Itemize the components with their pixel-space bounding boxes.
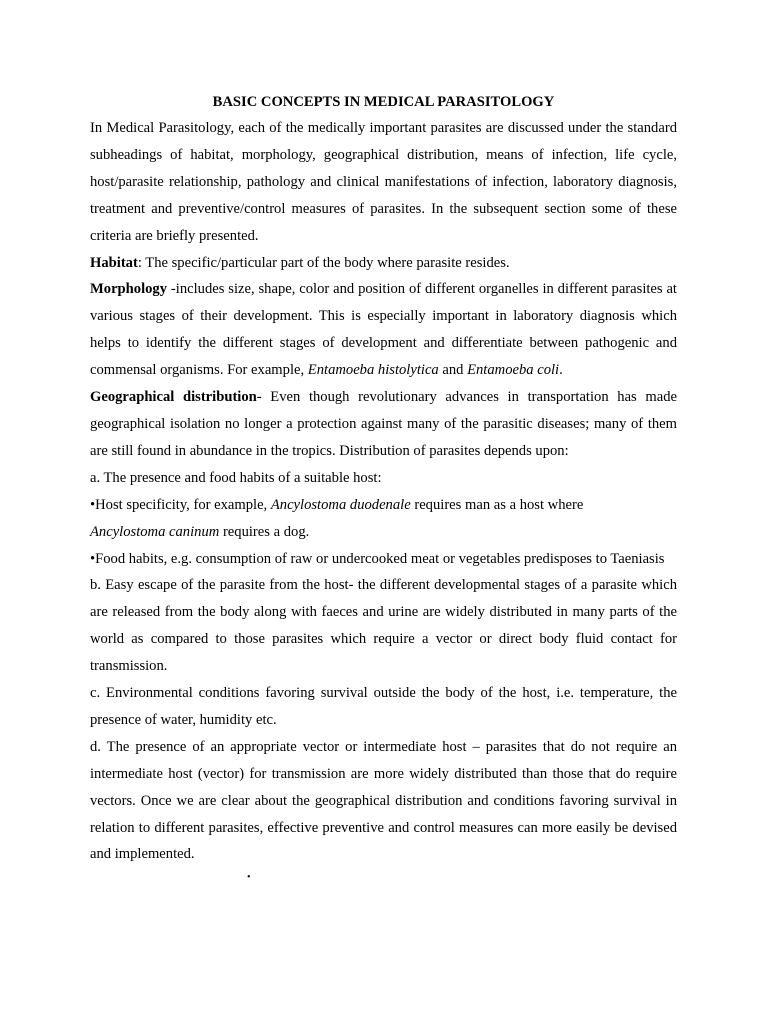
habitat-text: : The specific/particular part of the body where parasite resides. xyxy=(137,254,510,271)
morphology-end: . xyxy=(559,362,563,379)
habitat-paragraph xyxy=(90,250,677,277)
page-title: BASIC CONCEPTS IN MEDICAL PARASITOLOGY xyxy=(212,94,555,110)
bullet-food-habits: •Food habits, e.g. consumption of raw or undercooked meat or vegetables predisposes to Taeniasis xyxy=(90,550,665,567)
morphology-term: Morphology xyxy=(90,281,168,298)
point-d: d. The presence of an appropriate vector or intermediate host – parasites that do not require an intermediate host (vector) for transmission are more widely distributed than those that do require vectors. Once we are clear about the geographical distribution and conditions favoring survival in relation to different parasites, effective preventive and control measures can more easily be devised and implemented. xyxy=(90,738,677,863)
morphology-example-1: Entamoeba histolytica xyxy=(307,362,439,379)
point-a: a. The presence and food habits of a suitable host: xyxy=(90,469,382,486)
point-c: c. Environmental conditions favoring survival outside the body of the host, i.e. temperature, the presence of water, humidity etc. xyxy=(90,685,677,728)
point-b: b. Easy escape of the parasite from the host- the different developmental stages of a parasite which are released from the body along with faeces and urine are widely distributed in many parts of the world as compared to those parasites which require a vector or direct body fluid contact for transmission. xyxy=(90,577,677,675)
bullet-host-end: requires a dog. xyxy=(219,523,310,540)
bullet-host-specificity xyxy=(90,492,677,546)
geographical-distribution-paragraph xyxy=(90,384,677,465)
bullet-host-start: •Host specificity, for example, xyxy=(90,496,271,513)
species-ancylostoma-duodenale: Ancylostoma duodenale xyxy=(270,496,411,513)
morphology-and: and xyxy=(438,362,468,379)
species-ancylostoma-caninum: Ancylostoma caninum xyxy=(90,523,220,540)
geographical-distribution-text: - Even though revolutionary advances in transportation has made geographical isolation no longer a protection against many of the parasitic diseases; many of them are still found in abundance in the tropics. Distribution of parasites depends upon: xyxy=(90,389,678,459)
stray-bullet-mark: • xyxy=(247,872,251,883)
morphology-text: -includes size, shape, color and position of different organelles in different parasites at various stages of their development. This is especially important in laboratory diagnosis which helps to identify the different stages of development and differentiate between pathogenic and commensal organisms. For example, xyxy=(90,281,677,379)
geographical-distribution-term: Geographical distribution xyxy=(90,389,257,406)
document-page xyxy=(90,91,677,868)
morphology-paragraph xyxy=(90,276,677,384)
morphology-example-2: Entamoeba coli xyxy=(467,362,560,379)
bullet-host-middle: requires man as a host where xyxy=(410,496,584,513)
intro-paragraph: In Medical Parasitology, each of the medically important parasites are discussed under the standard subheadings of habitat, morphology, geographical distribution, means of infection, life cycle, host/parasite relationship, pathology and clinical manifestations of infection, laboratory diagnosis, treatment and preventive/control measures of parasites. In the subsequent section some of these criteria are briefly presented. xyxy=(90,120,677,244)
habitat-term: Habitat xyxy=(90,254,138,271)
